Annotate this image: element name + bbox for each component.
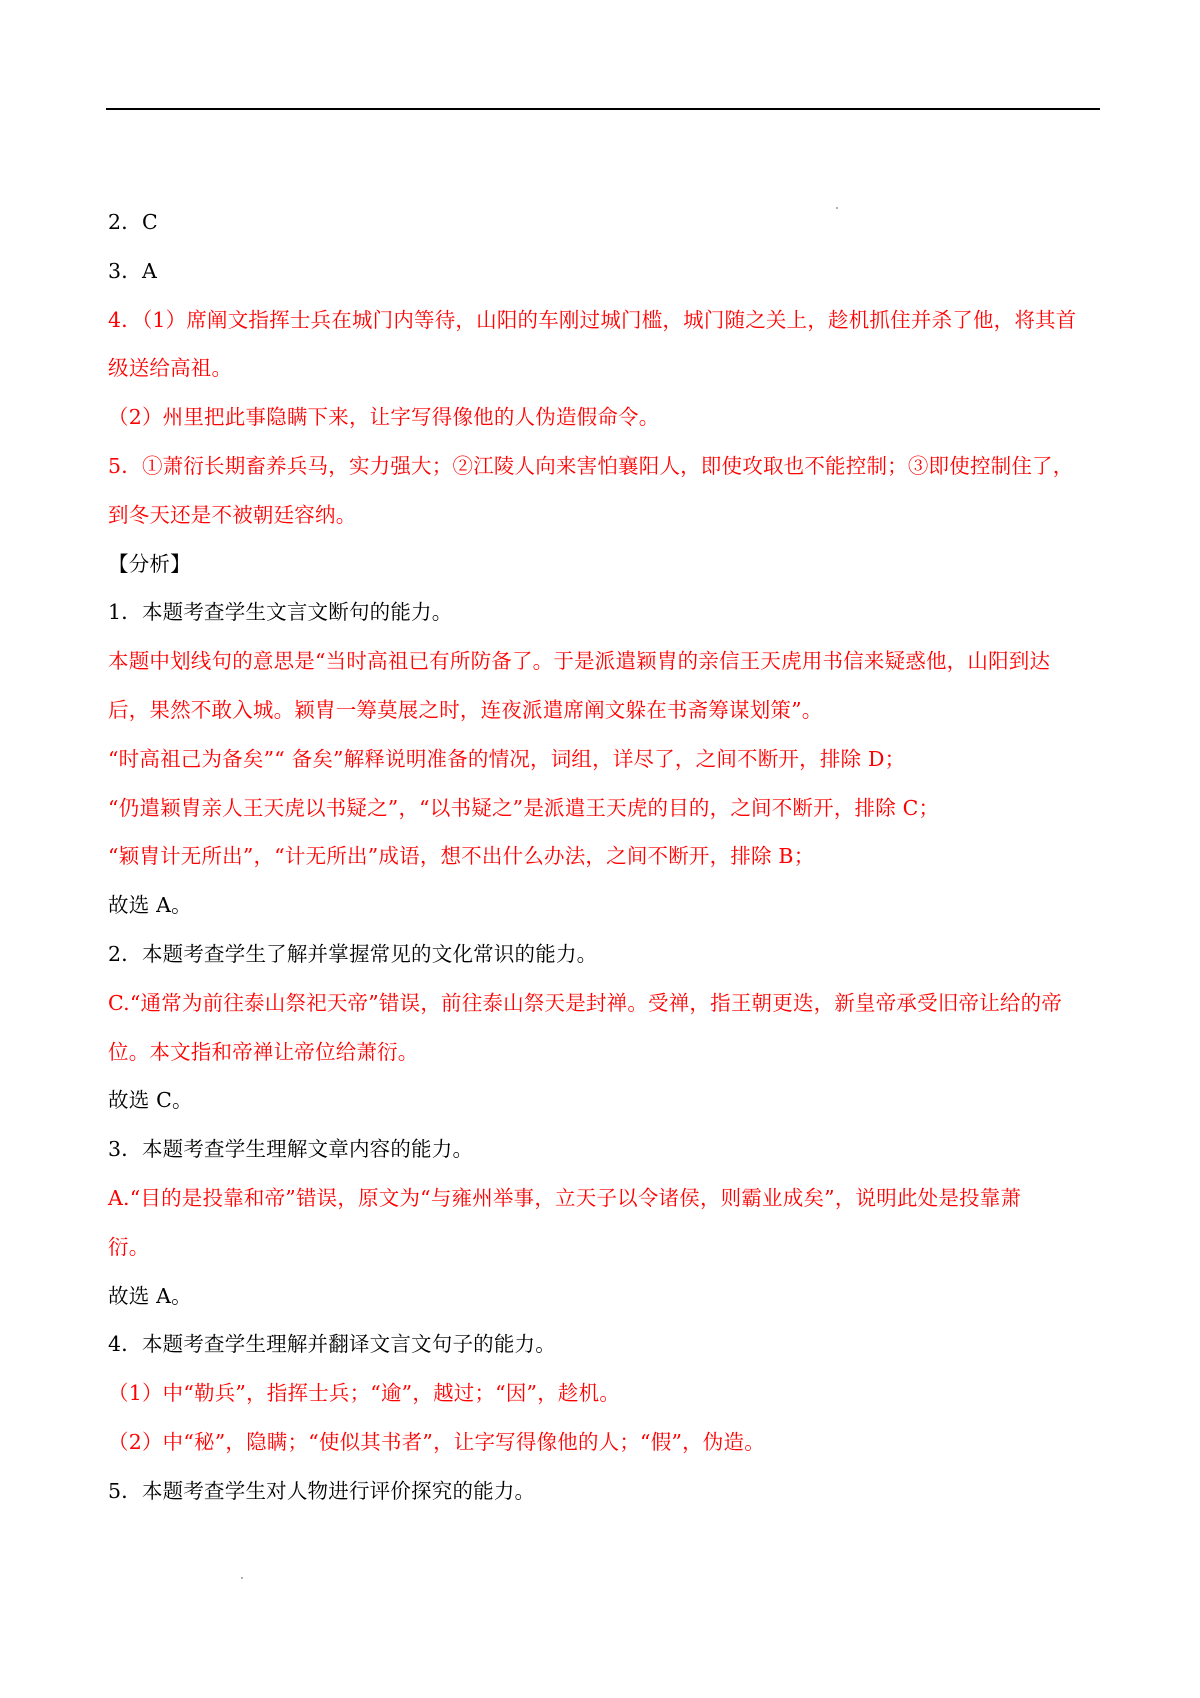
text-line: 故选 A。 xyxy=(108,893,192,918)
text-line: 3．本题考查学生理解文章内容的能力。 xyxy=(108,1137,474,1162)
text-line: 4．本题考查学生理解并翻译文言文句子的能力。 xyxy=(108,1332,556,1357)
text-line: 2．C xyxy=(108,210,158,234)
text-line: 位。本文指和帝禅让帝位给萧衍。 xyxy=(108,1039,419,1064)
text-line: 5．本题考查学生对人物进行评价探究的能力。 xyxy=(108,1478,536,1503)
text-line: 本题中划线句的意思是“当时高祖已有所防备了。于是派遣颖胄的亲信王天虎用书信来疑惑他，山阳到达 xyxy=(108,649,1051,674)
text-line: 故选 C。 xyxy=(108,1088,193,1113)
text-line: 故选 A。 xyxy=(108,1283,192,1308)
text-line: A.“目的是投靠和帝”错误，原文为“与雍州举事，立天子以令诸侯，则霸业成矣”，说明此处是投靠萧 xyxy=(108,1185,1022,1210)
text-line: 3．A xyxy=(108,258,157,283)
text-line: C.“通常为前往泰山祭祀天帝”错误，前往泰山祭天是封禅。受禅，指王朝更迭，新皇帝承受旧帝让给的帝 xyxy=(108,990,1063,1015)
text-line: 到冬天还是不被朝廷容纳。 xyxy=(108,502,357,527)
text-line: 2．本题考查学生了解并掌握常见的文化常识的能力。 xyxy=(108,941,598,966)
speck-mark xyxy=(241,1577,243,1579)
text-line: 级送给高祖。 xyxy=(108,356,233,381)
text-line: 5．①萧衍长期畜养兵马，实力强大；②江陵人向来害怕襄阳人，即使攻取也不能控制；③即使控制住了， xyxy=(108,453,1074,478)
text-line: 后，果然不敢入城。颖胄一筹莫展之时，连夜派遣席阐文躲在书斋筹谋划策”。 xyxy=(108,697,823,722)
text-line: 【分析】 xyxy=(108,551,191,576)
text-line: （2）州里把此事隐瞒下来，让字写得像他的人伪造假命令。 xyxy=(108,405,660,430)
document-body xyxy=(108,198,1100,1516)
text-line: “时高祖己为备矣”“ 备矣”解释说明准备的情况，词组，详尽了，之间不断开，排除 D； xyxy=(108,746,906,771)
header-rule xyxy=(106,108,1100,110)
text-line: （2）中“秘”，隐瞒；“使似其书者”，让字写得像他的人；“假”，伪造。 xyxy=(108,1429,765,1454)
text-line: （1）中“勒兵”，指挥士兵；“逾”，越过；“因”，趁机。 xyxy=(108,1381,621,1406)
text-line: 4．（1）席阐文指挥士兵在城门内等待，山阳的车刚过城门槛，城门随之关上，趁机抓住并杀了他，将其首 xyxy=(108,307,1077,332)
text-line: 1．本题考查学生文言文断句的能力。 xyxy=(108,600,453,625)
text-line: “颖胄计无所出”，“计无所出”成语，想不出什么办法，之间不断开，排除 B； xyxy=(108,844,815,869)
text-line: 衍。 xyxy=(108,1234,150,1259)
text-line: “仍遣颖胄亲人王天虎以书疑之”，“以书疑之”是派遣王天虎的目的，之间不断开，排除 C； xyxy=(108,795,940,820)
